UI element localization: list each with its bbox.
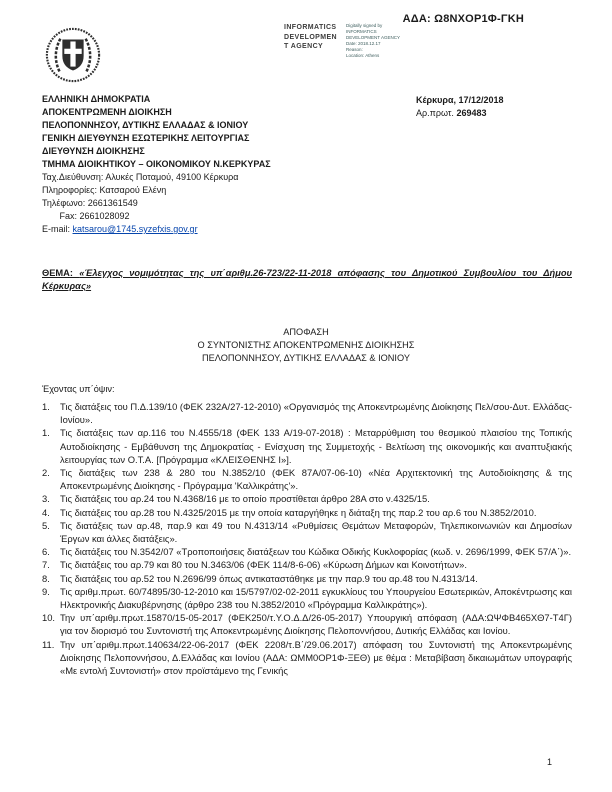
signature-detail-line: Date: 2018.12.17 xyxy=(346,40,381,46)
item-number: 11. xyxy=(42,638,55,650)
email-label: E-mail: xyxy=(42,224,71,234)
item-number: 2. xyxy=(42,467,50,479)
item-number: 3. xyxy=(42,493,50,505)
item-text: Τις διατάξεις του αρ.79 και 80 του Ν.3463/06 (ΦΕΚ 114/8-6-06) «Κύρωση Δήμων και Κοινοτήτων». xyxy=(60,559,467,571)
decision-heading-line: ΑΠΟΦΑΣΗ xyxy=(283,327,329,337)
date-protocol-block xyxy=(416,94,504,120)
signature-detail-line: Digitally signed by xyxy=(346,23,383,28)
contact-line: Τηλέφωνο: 2661361549 xyxy=(42,198,138,208)
consideration-item xyxy=(42,572,572,585)
subject-line xyxy=(42,267,572,293)
item-text: Την υπ΄αριθμ.πρωτ.15870/15-05-2017 (ΦΕΚ250/τ.Υ.Ο.Δ.Δ/26-05-2017) Υπουργική απόφαση (ΑΔΑ:ΩΨΦΒ465ΧΘ7-Τ4Γ) για τον διορισμό του Συντονιστή της Αποκεντρωμένης Διοίκησης Πελοποννήσου, Δυτικής Ελλάδας και Ιονίου. xyxy=(60,612,572,637)
issuing-authority-line: ΔΙΕΥΘΥΝΣΗ ΔΙΟΙΚΗΣΗΣ xyxy=(42,146,145,156)
issuing-authority-line: ΓΕΝΙΚΗ ΔΙΕΥΘΥΝΣΗ ΕΣΩΤΕΡΙΚΗΣ ΛΕΙΤΟΥΡΓΙΑΣ xyxy=(42,133,250,143)
email-link[interactable]: katsarou@1745.syzefxis.gov.gr xyxy=(72,224,198,234)
signature-details xyxy=(346,23,400,58)
protocol-number: 269483 xyxy=(456,108,487,118)
digital-signature-stamp xyxy=(284,23,400,58)
signature-agency-line: INFORMATICS xyxy=(284,24,337,31)
item-number: 5. xyxy=(42,519,50,531)
decision-heading-line: Ο ΣΥΝΤΟΝΙΣΤΗΣ ΑΠΟΚΕΝΤΡΩΜΕΝΗΣ ΔΙΟΙΚΗΣΗΣ xyxy=(197,340,415,350)
place-and-date: Κέρκυρα, 17/12/2018 xyxy=(416,95,504,105)
item-text: Τις διατάξεις του Ν.3542/07 «Τροποποιήσεις διατάξεων του Κώδικα Οδικής Κυκλοφορίας (κωδ. ν. 2696/1999, ΦΕΚ 57/Α΄)». xyxy=(60,546,572,558)
item-text: Τις αριθμ.πρωτ. 60/74895/30-12-2010 και 15/5797/02-02-2011 εγκυκλίους του Υπουργείου Εσωτερικών, Αποκέντρωσης και Ηλεκτρονικής Διακυβέρνησης (άρθρο 238 του Ν.3852/2010 «Πρόγραμμα Καλλικράτης»). xyxy=(60,585,572,611)
item-text: Τις διατάξεις του αρ.52 του Ν.2696/99 όπως αντικαταστάθηκε με την παρ.9 του αρ.48 του Ν.4313/14. xyxy=(60,572,478,584)
consideration-item xyxy=(42,466,572,492)
signature-detail-line: Reason: xyxy=(346,46,363,52)
contact-line: Ταχ.Διεύθυνση: Αλυκές Ποταμού, 49100 Κέρκυρα xyxy=(42,172,239,182)
decision-heading-line: ΠΕΛΟΠΟΝΝΗΣΟΥ, ΔΥΤΙΚΗΣ ΕΛΛΑΔΑΣ & ΙΟΝΙΟΥ xyxy=(202,353,410,363)
subject-label: ΘΕΜΑ: xyxy=(42,268,73,278)
greek-national-emblem-icon xyxy=(44,26,102,84)
item-number: 1. xyxy=(42,427,50,439)
subject-text: «Έλεγχος νομιμότητας της υπ΄αριθμ.26-723/22-11-2018 απόφασης του Δημοτικού Συμβουλίου του Δήμου Κέρκυρας» xyxy=(42,268,572,291)
protocol-label: Αρ.πρωτ. xyxy=(416,108,454,118)
item-number: 10. xyxy=(42,612,56,624)
item-text: Τις διατάξεις των αρ.116 του Ν.4555/18 (ΦΕΚ 133 Α/19-07-2018) : Μεταρρύθμιση του θεσμικού πλαισίου της Τοπικής Αυτοδιοίκησης - Εμβάθυνση της Δημοκρατίας - Ενίσχυση της Συμμετοχής - Βελτίωση της οικονομικής και αναπτυξιακής λειτουργίας των Ο.Τ.Α. [Πρόγραμμα «ΚΛΕΙΣΘΕΝΗΣ Ι»]. xyxy=(60,427,572,465)
considerations-intro: Έχοντας υπ΄όψιν: xyxy=(42,384,115,394)
signature-agency-line: DEVELOPMEN xyxy=(284,33,338,41)
item-text: Τις διατάξεις των 238 & 280 του Ν.3852/10 (ΦΕΚ 87Α/07-06-10) «Νέα Αρχιτεκτονική της Αυτοδιοίκησης & της Αποκεντρωμένης Διοίκησης - Πρόγραμμα 'Καλλικράτης'». xyxy=(60,467,572,492)
consideration-item xyxy=(42,426,572,466)
ada-code: ΑΔΑ: Ω8ΝΧΟΡ1Φ-ΓΚΗ xyxy=(402,13,524,25)
page-number: 1 xyxy=(546,757,552,767)
consideration-item xyxy=(42,519,572,545)
signature-detail-line: DEVELOPMENT AGENCY xyxy=(346,34,400,40)
item-text: Τις διατάξεις του αρ.24 του Ν.4368/16 με το οποίο προστίθεται άρθρο 28Α στο ν.4325/15. xyxy=(60,493,430,505)
item-text: Την υπ΄αριθμ.πρωτ.140634/22-06-2017 (ΦΕΚ 2208/τ.Β΄/29.06.2017) απόφαση του Συντονιστή της Αποκεντρωμένης Διοίκησης Πελοποννήσου, Δ.Ελλάδας και Ιονίου (ΑΔΑ: ΩΜΜ0ΟΡ1Φ-ΞΕΘ) με θέμα : Μεταβίβαση δικαιωμάτων υπογραφής «Με εντολή Συντονιστή» στον προϊστάμενο της Γενικής xyxy=(60,638,572,677)
signature-agency-name xyxy=(284,23,337,52)
decision-heading xyxy=(0,326,612,365)
consideration-item xyxy=(42,400,572,426)
item-text: Τις διατάξεις του αρ.28 του Ν.4325/2015 με την οποία καταργήθηκε η διάταξη της παρ.2 του αρ.6 του Ν.3852/2010. xyxy=(60,506,537,518)
consideration-item xyxy=(42,492,572,505)
contact-line: Πληροφορίες: Κατσαρού Ελένη xyxy=(42,185,167,195)
item-number: 6. xyxy=(42,546,50,558)
item-number: 1. xyxy=(42,401,50,412)
signature-detail-line: Location: Athens xyxy=(346,52,380,58)
issuing-authority-line: ΕΛΛΗΝΙΚΗ ΔΗΜΟΚΡΑΤΙΑ xyxy=(42,94,151,104)
contact-line: Fax: 2661028092 xyxy=(42,211,130,221)
consideration-item xyxy=(42,611,572,637)
item-number: 8. xyxy=(42,572,50,584)
letterhead xyxy=(42,93,402,236)
signature-agency-line: T AGENCY xyxy=(284,43,324,50)
issuing-authority-line: ΠΕΛΟΠΟΝΝΗΣΟΥ, ΔΥΤΙΚΗΣ ΕΛΛΑΔΑΣ & ΙΟΝΙΟΥ xyxy=(42,120,249,130)
consideration-item xyxy=(42,585,572,611)
item-text: Τις διατάξεις των αρ.48, παρ.9 και 49 του Ν.4313/14 «Ρυθμίσεις Θεμάτων Μεταφορών, Τηλεπικοινωνιών και Δημοσίων Έργων και άλλες διατάξεις». xyxy=(60,519,572,545)
issuing-authority-line: ΤΜΗΜΑ ΔΙΟΙΚΗΤΙΚΟΥ – ΟΙΚΟΝΟΜΙΚΟΥ Ν.ΚΕΡΚΥΡΑΣ xyxy=(42,159,271,169)
consideration-item xyxy=(42,545,572,558)
issuing-authority xyxy=(42,93,402,171)
item-text: Τις διατάξεις του Π.Δ.139/10 (ΦΕΚ 232Α/27-12-2010) «Οργανισμός της Αποκεντρωμένης Διοίκησης Πελ/σου-Δυτ. Ελλάδας-Ιονίου». xyxy=(60,401,573,426)
item-number: 7. xyxy=(42,559,50,571)
consideration-item xyxy=(42,558,572,571)
consideration-item xyxy=(42,638,572,678)
consideration-item xyxy=(42,506,572,519)
contact-info xyxy=(42,171,402,223)
issuing-authority-line: ΑΠΟΚΕΝΤΡΩΜΕΝΗ ΔΙΟΙΚΗΣΗ xyxy=(42,107,172,117)
item-number: 9. xyxy=(42,585,50,597)
item-number: 4. xyxy=(42,506,50,518)
email-line xyxy=(42,223,402,236)
protocol-line xyxy=(416,107,504,120)
considerations-list xyxy=(42,400,572,677)
signature-detail-line: INFORMATICS xyxy=(346,28,377,34)
